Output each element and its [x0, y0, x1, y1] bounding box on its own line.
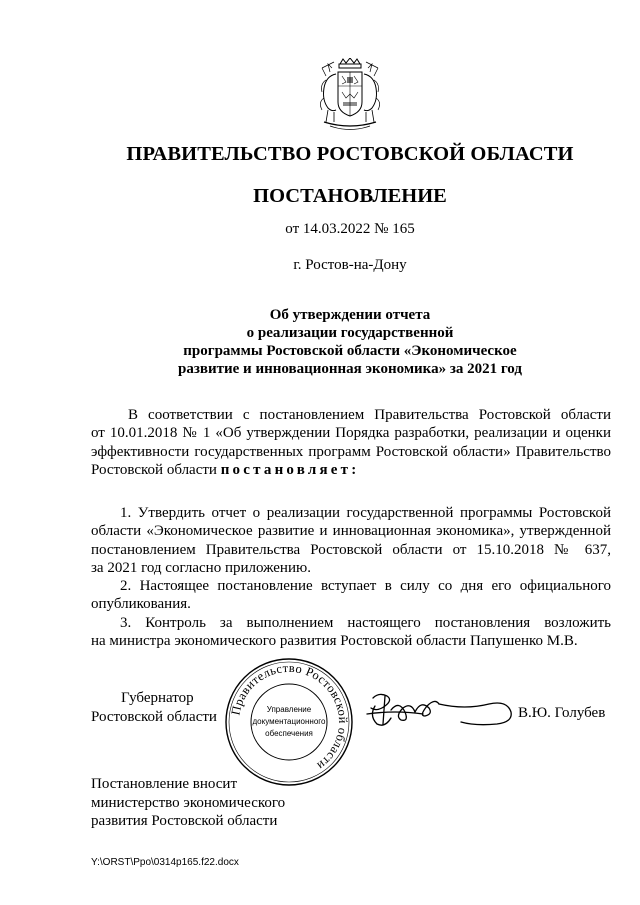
submitter-line: Постановление вносит: [91, 776, 238, 792]
preamble-line: от 10.01.2018 № 1 «Об утверждении Порядка разработки, реализации и оценки: [91, 425, 611, 442]
stamp-center-line: обеспечения: [265, 729, 313, 738]
position-title: Губернатор: [121, 690, 194, 706]
item-2-line: опубликования.: [91, 596, 191, 613]
stamp-center-line: документационного: [252, 717, 326, 726]
item-3-line: 3. Контроль за выполнением настоящего постановления возложить: [120, 614, 611, 631]
handwritten-signature-icon: [365, 690, 515, 732]
date-and-number: от 14.03.2022 № 165: [285, 221, 415, 237]
stamp-center-line: Управление: [266, 705, 312, 714]
signatory-name: В.Ю. Голубев: [518, 705, 606, 721]
preamble-line: В соответствии с постановлением Правительства Ростовской области: [128, 407, 611, 423]
resolves-keyword: постановляет:: [220, 461, 360, 478]
document-type: ПОСТАНОВЛЕНИЕ: [253, 185, 447, 207]
rostov-oblast-coat-of-arms-icon: [316, 58, 384, 134]
item-1-line: постановлением Правительства Ростовской области от 15.10.2018 № 637,: [91, 541, 611, 558]
official-stamp-icon: [223, 656, 355, 788]
subject-line: Об утверждении отчета: [269, 307, 431, 323]
subject-line: о реализации государственной: [246, 325, 454, 341]
resolution-items: [91, 504, 611, 650]
subject-line: программы Ростовской области «Экономическое: [183, 343, 517, 359]
stamp-ring-text: Правительство Ростовской области: [228, 660, 351, 774]
item-1-line: 1. Утвердить отчет о реализации государственной программы Ростовской: [120, 505, 611, 521]
preamble-line: эффективности государственных программ Ростовской области» Правительство: [91, 443, 611, 460]
government-name: ПРАВИТЕЛЬСТВО РОСТОВСКОЙ ОБЛАСТИ: [126, 143, 574, 165]
preamble-line: Ростовской области: [91, 461, 217, 478]
item-1-line: за 2021 год согласно приложению.: [91, 559, 311, 576]
position-region: Ростовской области: [91, 708, 217, 725]
submitter-note: [91, 775, 285, 831]
preamble-paragraph: [91, 406, 611, 479]
city: г. Ростов-на-Дону: [293, 257, 407, 273]
item-3-line: на министра экономического развития Ростовской области Папушенко М.В.: [91, 633, 578, 650]
submitter-line: министерство экономического: [91, 794, 286, 811]
item-2-line: 2. Настоящее постановление вступает в силу со дня его официального: [120, 578, 611, 595]
preamble-last-line: [91, 461, 611, 479]
signatory-position: [91, 689, 217, 726]
item-1-line: области «Экономическое развитие и инновационная экономика», утвержденной: [91, 523, 611, 540]
subject-line: развитие и инновационная экономика» за 2021 год: [178, 361, 522, 377]
submitter-line: развития Ростовской области: [91, 813, 278, 829]
document-subject: [100, 306, 600, 378]
file-path: Y:\ORST\Ppo\0314p165.f22.docx: [91, 857, 239, 868]
